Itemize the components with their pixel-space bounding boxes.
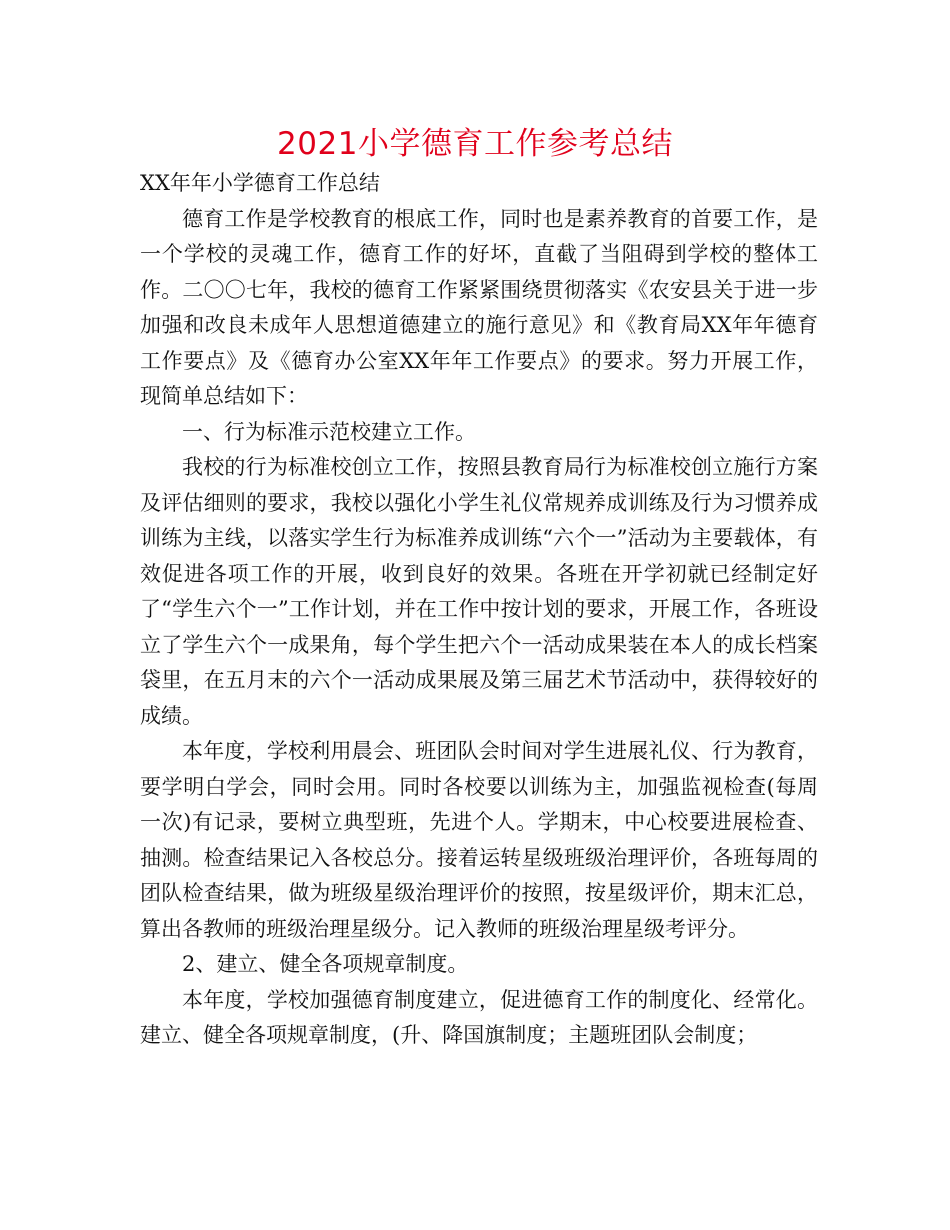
paragraph: 本年度，学校加强德育制度建立，促进德育工作的制度化、经常化。建立、健全各项规章制度，(升、降国旗制度；主题班团队会制度；: [140, 987, 818, 1047]
document-subtitle: XX年年小学德育工作总结: [140, 171, 380, 195]
document-title: 2021小学德育工作参考总结: [277, 126, 673, 162]
paragraph: 德育工作是学校教育的根底工作，同时也是素养教育的首要工作，是一个学校的灵魂工作，德育工作的好坏，直截了当阻碍到学校的整体工作。二〇〇七年，我校的德育工作紧紧围绕贯彻落实《农安县关于进一步加强和改良未成年人思想道德建立的施行意见》和《教育局XX年年德育工作要点》及《德育办公室XX年年工作要点》的要求。努力开展工作，现简单总结如下：: [140, 206, 818, 408]
section-heading: 2、建立、健全各项规章制度。: [182, 952, 469, 976]
section-heading: 一、行为标准示范校建立工作。: [182, 419, 476, 444]
paragraph: 本年度，学校利用晨会、班团队会时间对学生进展礼仪、行为教育，要学明白学会，同时会用。同时各校要以训练为主，加强监视检查(每周一次)有记录，要树立典型班，先进个人。学期末，中心校要进展检查、抽测。检查结果记入各校总分。接着运转星级班级治理评价，各班每周的团队检查结果，做为班级星级治理评价的按照，按星级评价，期末汇总，算出各教师的班级治理星级分。记入教师的班级治理星级考评分。: [140, 739, 818, 941]
document-body: [140, 166, 818, 1054]
paragraph: 我校的行为标准校创立工作，按照县教育局行为标准校创立施行方案及评估细则的要求，我校以强化小学生礼仪常规养成训练及行为习惯养成训练为主线，以落实学生行为标准养成训练“六个一”活动为主要载体，有效促进各项工作的开展，收到良好的效果。各班在开学初就已经制定好了“学生六个一”工作计划，并在工作中按计划的要求，开展工作，各班设立了学生六个一成果角，每个学生把六个一活动成果装在本人的成长档案袋里，在五月末的六个一活动成果展及第三届艺术节活动中，获得较好的成绩。: [140, 455, 818, 728]
